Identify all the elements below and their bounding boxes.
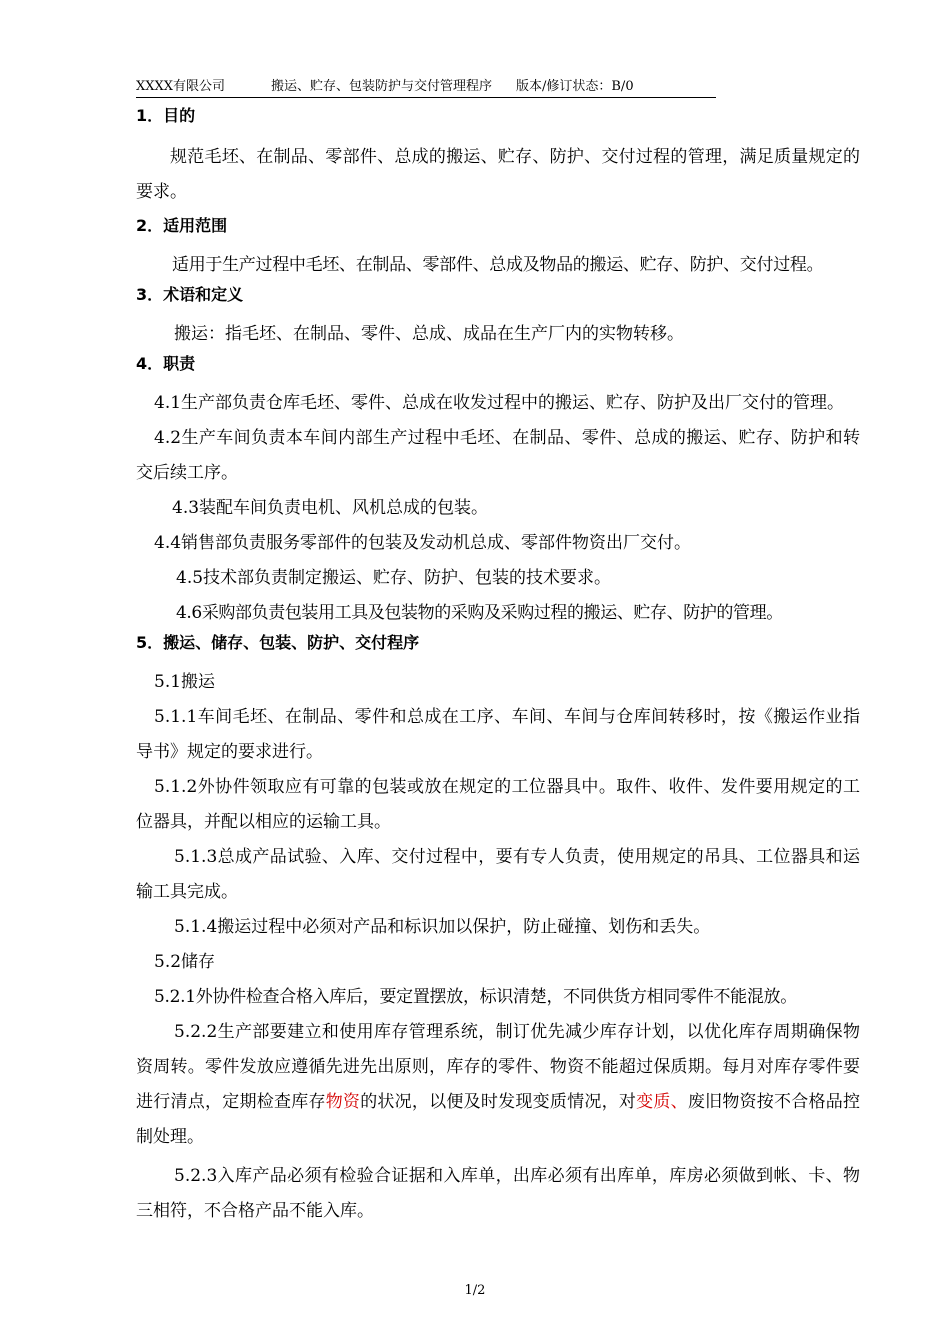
section-1-text: 规范毛坯、在制品、零部件、总成的搬运、贮存、防护、交付过程的管理，满足质量规定的要求。 bbox=[136, 147, 860, 202]
section-5-1-heading: 5.1搬运 bbox=[154, 672, 216, 692]
section-4-heading: 4．职责 bbox=[136, 354, 196, 373]
section-5-2-1: 5.2.1外协件检查合格入库后，要定置摆放，标识清楚，不同供货方相同零件不能混放。 bbox=[154, 987, 797, 1007]
section-4-2: 4.2生产车间负责本车间内部生产过程中毛坯、在制品、零件、总成的搬运、贮存、防护和转交后续工序。 bbox=[136, 428, 860, 483]
section-5-heading: 5．搬运、储存、包装、防护、交付程序 bbox=[136, 633, 420, 652]
document-body bbox=[136, 104, 860, 1229]
highlight-deterioration: 变质、 bbox=[636, 1092, 688, 1112]
section-5-2-2-part-c: 的状况，以便及时发现变质情况，对 bbox=[360, 1092, 637, 1112]
header-title: 搬运、贮存、包装防护与交付管理程序 bbox=[271, 79, 493, 94]
section-2-heading: 2．适用范围 bbox=[136, 216, 228, 235]
section-4-3: 4.3装配车间负责电机、风机总成的包装。 bbox=[172, 498, 489, 518]
section-3-text: 搬运：指毛坯、在制品、零件、总成、成品在生产厂内的实物转移。 bbox=[174, 324, 684, 344]
section-5-2-2-part-a: 5.2.2生产部要建立和使用库存管理系统，制订优先减少库存计划，以优化库存周期确保物资周转。零件发放应遵循先进先出原则，库存的零件、物资不能超过保质期。每月对库存零件要进行清点，定期检查库存 bbox=[136, 1022, 860, 1112]
header-version: 版本/修订状态：B/0 bbox=[516, 79, 634, 94]
section-3-heading: 3．术语和定义 bbox=[136, 285, 244, 304]
section-5-2-2-part-e: 废旧物资按不合格品控制处理。 bbox=[136, 1092, 861, 1147]
section-4-1: 4.1生产部负责仓库毛坯、零件、总成在收发过程中的搬运、贮存、防护及出厂交付的管理。 bbox=[154, 393, 845, 413]
section-5-1-3: 5.1.3总成产品试验、入库、交付过程中，要有专人负责，使用规定的吊具、工位器具和运输工具完成。 bbox=[136, 847, 860, 902]
section-4-6: 4.6采购部负责包装用工具及包装物的采购及采购过程的搬运、贮存、防护的管理。 bbox=[176, 603, 783, 623]
section-5-2-3: 5.2.3入库产品必须有检验合证据和入库单，出库必须有出库单，库房必须做到帐、卡、物三相符，不合格产品不能入库。 bbox=[136, 1166, 860, 1221]
page-header bbox=[136, 78, 716, 98]
section-2-text: 适用于生产过程中毛坯、在制品、零部件、总成及物品的搬运、贮存、防护、交付过程。 bbox=[172, 255, 824, 275]
section-5-2-heading: 5.2储存 bbox=[154, 952, 216, 972]
section-5-1-1: 5.1.1车间毛坯、在制品、零件和总成在工序、车间、车间与仓库间转移时，按《搬运作业指导书》规定的要求进行。 bbox=[136, 707, 860, 762]
section-5-2-2 bbox=[136, 1015, 860, 1155]
highlight-materials: 物资 bbox=[325, 1092, 361, 1112]
section-5-1-2: 5.1.2外协件领取应有可靠的包装或放在规定的工位器具中。取件、收件、发件要用规定的工位器具，并配以相应的运输工具。 bbox=[136, 777, 860, 832]
section-1-heading: 1．目的 bbox=[136, 106, 196, 125]
section-4-5: 4.5技术部负责制定搬运、贮存、防护、包装的技术要求。 bbox=[176, 568, 612, 588]
section-4-4: 4.4销售部负责服务零部件的包装及发动机总成、零部件物资出厂交付。 bbox=[154, 533, 692, 553]
page-number: 1/2 bbox=[464, 1283, 486, 1298]
header-company: XXXX有限公司 bbox=[136, 79, 226, 94]
section-5-1-4: 5.1.4搬运过程中必须对产品和标识加以保护，防止碰撞、划伤和丢失。 bbox=[174, 917, 711, 937]
